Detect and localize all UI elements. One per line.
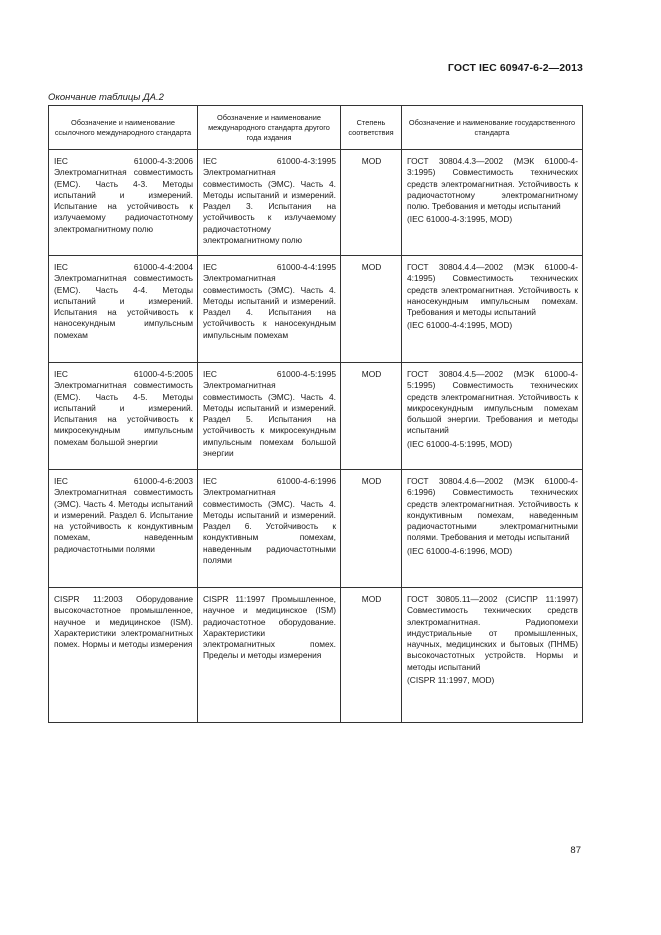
standards-table bbox=[48, 105, 583, 723]
gost-title: ГОСТ 30804.4.5—2002 (МЭК 61000-4-5:1995) Совместимость технических средств электромагнитная. Устойчивость к микросекундным импульсным помехам большой энергии. Требования и методы испытаний bbox=[407, 369, 578, 436]
cell-ref: IEC 61000-4-4:2004 Электромагнитная совместимость (ЕМС). Часть 4-4. Методы испытаний и измерений. Испытания на устойчивость к наносекундным импульсным помехам bbox=[49, 256, 198, 363]
column-header-gost: Обозначение и наименование государственного стандарта bbox=[402, 106, 583, 150]
gost-title: ГОСТ 30804.4.6—2002 (МЭК 61000-4-6:1996) Совместимость технических средств электромагнитная. Устойчивость к кондуктивным помехам, наведенным радиочастотными электромагнитными полями. Требования и методы испытаний bbox=[407, 476, 578, 543]
cell-gost bbox=[402, 256, 583, 363]
cell-other: IEC 61000-4-3:1995 Электромагнитная совместимость (ЭМС). Часть 4. Методы испытаний и измерений. Раздел 3. Испытания на устойчивость к излучаемому радиочастотному электромагнитному полю bbox=[198, 150, 341, 256]
cell-degree: MOD bbox=[341, 150, 402, 256]
cell-gost bbox=[402, 150, 583, 256]
cell-other: IEC 61000-4-5:1995 Электромагнитная совместимость (ЭМС). Часть 4. Методы испытаний и измерений. Раздел 5. Испытания на устойчивость к микросекундным импульсным помехам большой энергии bbox=[198, 363, 341, 470]
cell-other: IEC 61000-4-6:1996 Электромагнитная совместимость (ЭМС). Часть 4. Методы испытаний и измерений. Раздел 6. Устойчивость к кондуктивным помехам, наведенным радиочастотными полями bbox=[198, 470, 341, 588]
gost-title: ГОСТ 30804.4.3—2002 (МЭК 61000-4-3:1995) Совместимость технических средств электромагнитная. Устойчивость к радиочастотному электромагнитному полю. Требования и методы испытаний bbox=[407, 156, 578, 212]
cell-degree: MOD bbox=[341, 588, 402, 723]
cell-other: CISPR 11:1997 Промышленное, научное и медицинское (ISM) радиочастотное оборудование. Характеристики электромагнитных помех. Пределы и методы измерения bbox=[198, 588, 341, 723]
table-row bbox=[49, 256, 583, 363]
cell-ref: IEC 61000-4-6:2003 Электромагнитная совместимость (ЭМС). Часть 4. Методы испытаний и измерений. Раздел 6. Испытание на устойчивость к кондуктивным помехам, наведенным радиочастотными полями bbox=[49, 470, 198, 588]
cell-degree: MOD bbox=[341, 256, 402, 363]
table-row bbox=[49, 470, 583, 588]
cell-ref: IEC 61000-4-3:2006 Электромагнитная совместимость (ЕМС). Часть 4-3. Методы испытаний и измерений. Испытание на устойчивость к излучаемому радиочастотному электромагнитному полю bbox=[49, 150, 198, 256]
gost-origin: (IEC 61000-4-6:1996, MOD) bbox=[407, 545, 513, 556]
table-caption: Окончание таблицы ДА.2 bbox=[48, 92, 164, 103]
cell-degree: MOD bbox=[341, 363, 402, 470]
page-number: 87 bbox=[570, 845, 581, 856]
table-header-row bbox=[49, 106, 583, 150]
gost-origin: (CISPR 11:1997, MOD) bbox=[407, 675, 495, 686]
column-header-ref: Обозначение и наименование ссылочного международного стандарта bbox=[49, 106, 198, 150]
gost-title: ГОСТ 30805.11—2002 (СИСПР 11:1997) Совместимость технических средств электромагнитная. Радиопомехи индустриальные от промышленных, научных, медицинских и бытовых (ПНМБ) высокочастотных устройств. Нормы и методы испытаний bbox=[407, 594, 578, 672]
column-header-degree: Степень соответствия bbox=[341, 106, 402, 150]
cell-degree: MOD bbox=[341, 470, 402, 588]
document-code: ГОСТ IEC 60947-6-2—2013 bbox=[447, 62, 583, 74]
column-header-other: Обозначение и наименование международного стандарта другого года издания bbox=[198, 106, 341, 150]
cell-ref: CISPR 11:2003 Оборудование высокочастотное промышленное, научное и медицинское (ISM). Характеристики электромагнитных помех. Нормы и методы измерения bbox=[49, 588, 198, 723]
table-row bbox=[49, 150, 583, 256]
cell-gost bbox=[402, 588, 583, 723]
gost-title: ГОСТ 30804.4.4—2002 (МЭК 61000-4-4:1995) Совместимость технических средств электромагнитная. Устойчивость к наносекундным импульсным помехам. Требования и методы испытаний bbox=[407, 262, 578, 318]
gost-origin: (IEC 61000-4-5:1995, MOD) bbox=[407, 438, 513, 449]
gost-origin: (IEC 61000-4-3:1995, MOD) bbox=[407, 214, 513, 225]
cell-gost bbox=[402, 470, 583, 588]
cell-ref: IEC 61000-4-5:2005 Электромагнитная совместимость (ЕМС). Часть 4-5. Методы испытаний и измерений. Испытания на устойчивость к микросекундным импульсным помехам большой энергии bbox=[49, 363, 198, 470]
table-row bbox=[49, 363, 583, 470]
cell-gost bbox=[402, 363, 583, 470]
gost-origin: (IEC 61000-4-4:1995, MOD) bbox=[407, 320, 513, 331]
table-row bbox=[49, 588, 583, 723]
cell-other: IEC 61000-4-4:1995 Электромагнитная совместимость (ЭМС). Часть 4. Методы испытаний и измерений. Раздел 4. Испытания на устойчивость к наносекундным импульсным помехам bbox=[198, 256, 341, 363]
